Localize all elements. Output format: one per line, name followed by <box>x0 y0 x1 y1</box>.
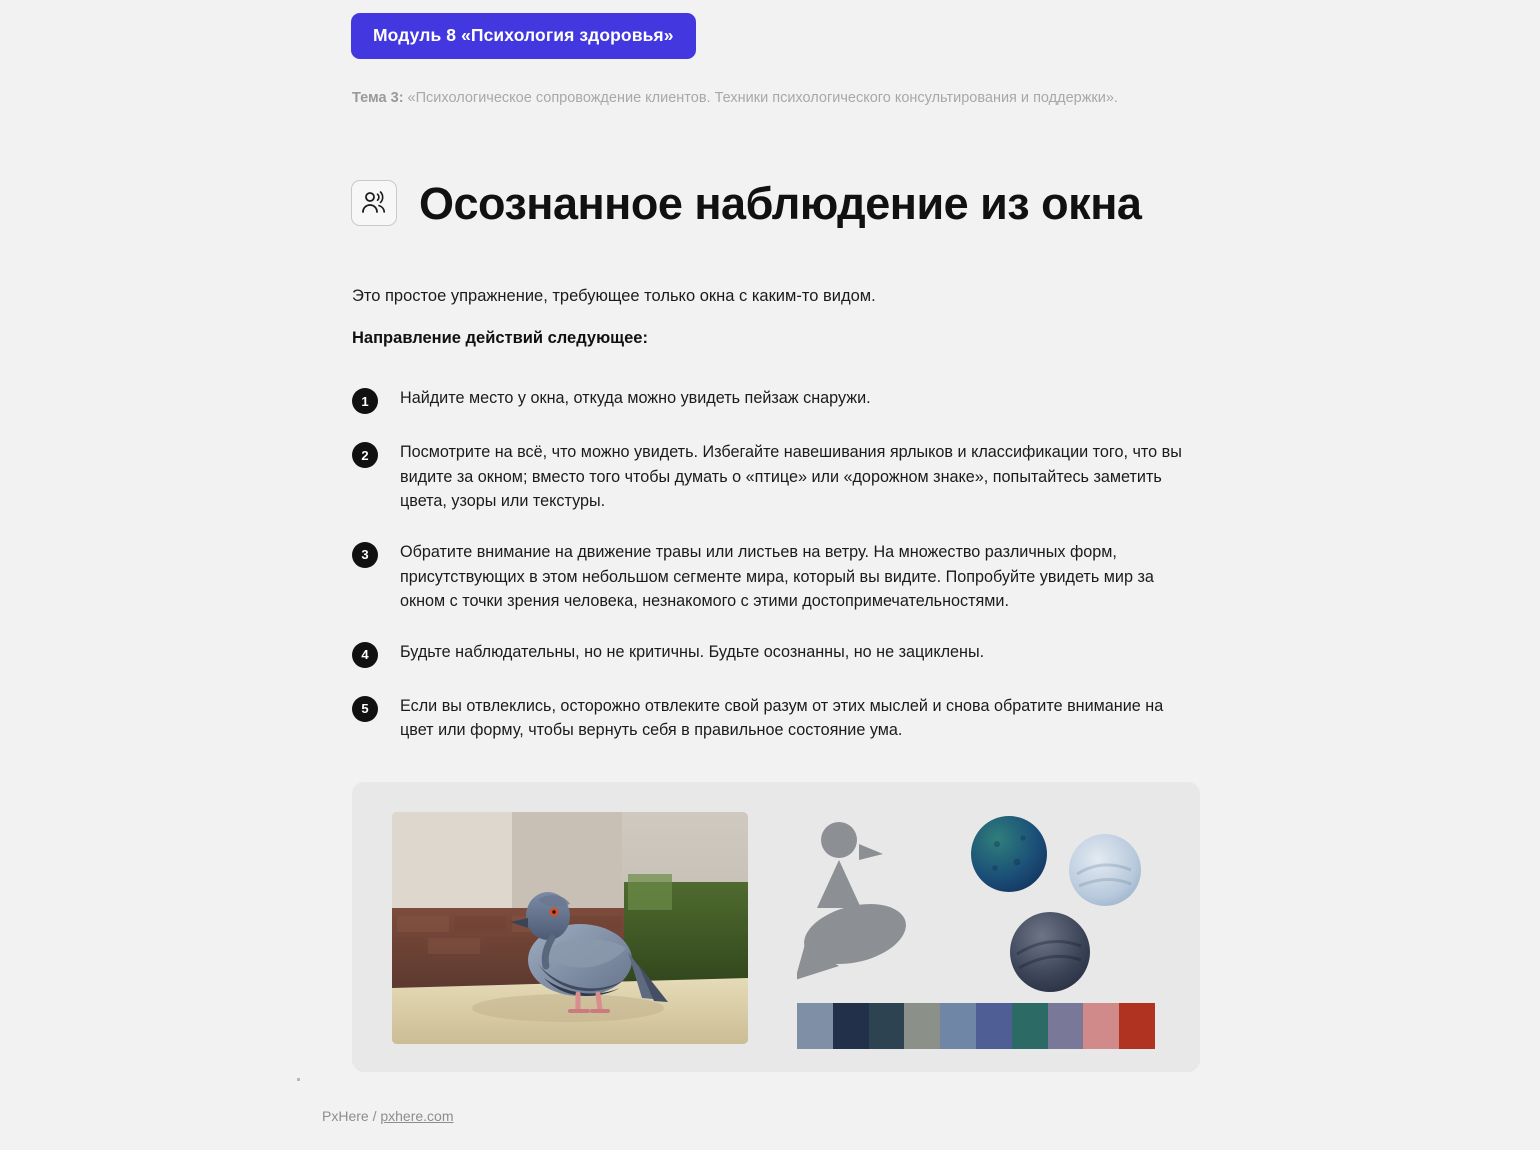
color-palette <box>797 1003 1155 1049</box>
pigeon-photo <box>392 812 748 1044</box>
list-item <box>352 640 1202 668</box>
palette-swatch <box>904 1003 940 1049</box>
intro-text: Это простое упражнение, требующее только окна с каким-то видом. <box>352 287 876 305</box>
people-group-icon <box>351 180 397 226</box>
list-item <box>352 540 1202 614</box>
page-marker <box>297 1078 300 1081</box>
instructions-subheading: Направление действий следующее: <box>352 329 648 347</box>
step-text: Посмотрите на всё, что можно увидеть. Избегайте навешивания ярлыков и классификации того, что вы видите за окном; вместо того чтобы думать о «птице» или «дорожном знаке», попытайтесь заметить цвета, узоры или текстуры. <box>400 443 1182 511</box>
palette-swatch <box>869 1003 905 1049</box>
credit-link[interactable]: pxhere.com <box>380 1108 454 1124</box>
list-item <box>352 694 1202 743</box>
step-text: Будьте наблюдательны, но не критичны. Будьте осознанны, но не зациклены. <box>400 642 985 661</box>
media-card <box>352 782 1200 1072</box>
palette-swatch <box>1012 1003 1048 1049</box>
palette-swatch <box>1048 1003 1084 1049</box>
step-number: 2 <box>352 442 378 468</box>
topic-line <box>352 90 1118 106</box>
step-number: 4 <box>352 642 378 668</box>
topic-label: Тема 3: <box>352 90 404 106</box>
topic-text: «Психологическое сопровождение клиентов. Техники психологического консультирования и поддержки». <box>403 90 1118 106</box>
palette-swatch <box>940 1003 976 1049</box>
step-text: Найдите место у окна, откуда можно увидеть пейзаж снаружи. <box>400 389 871 407</box>
palette-swatch <box>1119 1003 1155 1049</box>
module-badge: Модуль 8 «Психология здоровья» <box>351 13 696 59</box>
list-item <box>352 440 1202 514</box>
step-number: 5 <box>352 696 378 722</box>
palette-swatch <box>833 1003 869 1049</box>
step-number: 3 <box>352 542 378 568</box>
palette-swatch <box>1083 1003 1119 1049</box>
page-title: Осознанное наблюдение из окна <box>419 177 1142 229</box>
title-row <box>351 177 1142 229</box>
list-item <box>352 386 1202 414</box>
steps-list <box>352 386 1202 769</box>
palette-swatch <box>797 1003 833 1049</box>
palette-swatch <box>976 1003 1012 1049</box>
image-credit <box>322 1108 454 1124</box>
step-text: Если вы отвлеклись, осторожно отвлеките свой разум от этих мыслей и снова обратите внимание на цвет или форму, чтобы вернуть себя в правильное состояние ума. <box>400 696 1164 740</box>
credit-source: PxHere / <box>322 1108 381 1124</box>
step-number: 1 <box>352 388 378 414</box>
step-text: Обратите внимание на движение травы или листьев на ветру. На множество различных форм, присутствующих в этом небольшом сегменте мира, который вы видите. Попробуйте увидеть мир за окном с точки зрения человека, незнакомого с этими достопримечательностями. <box>400 542 1154 611</box>
document-page <box>311 0 1241 1150</box>
